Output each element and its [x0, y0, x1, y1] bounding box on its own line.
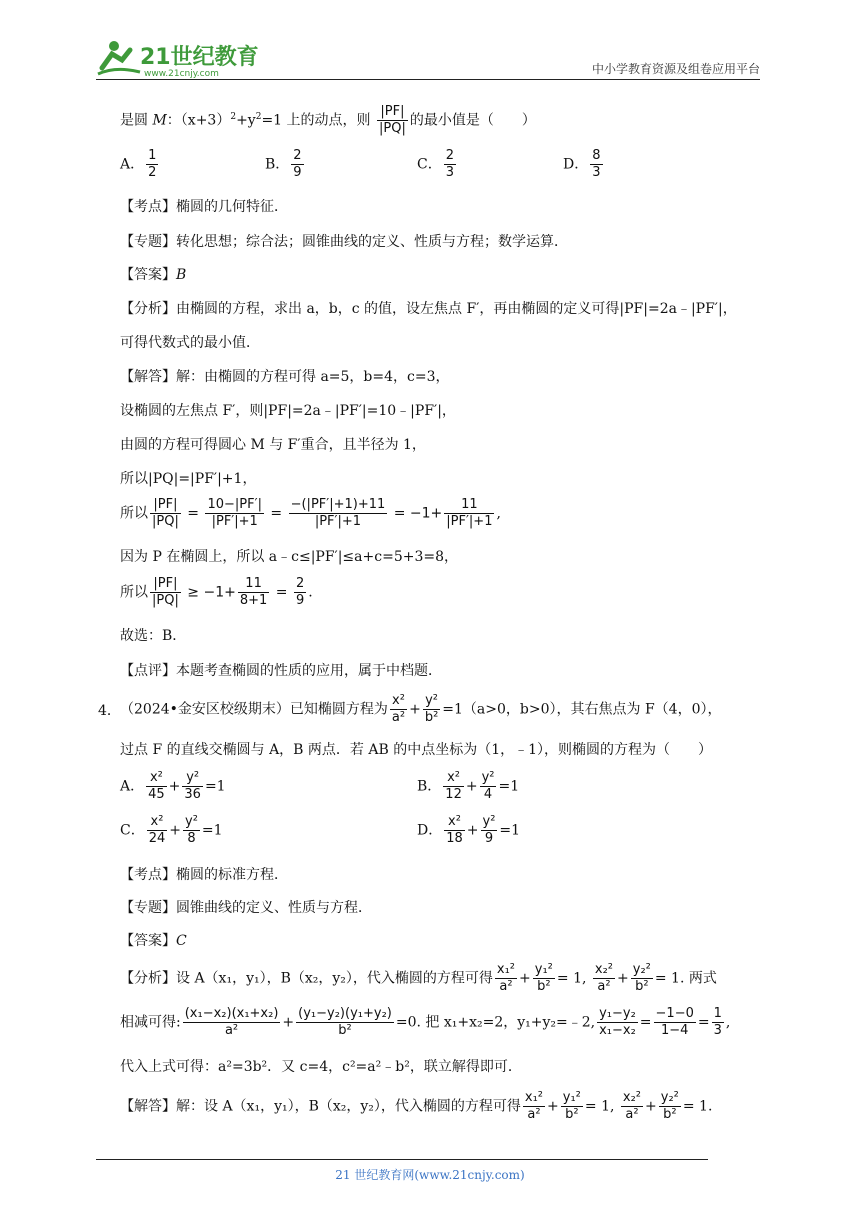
q3-comment: 【点评】本题考查椭圆的性质的应用，属于中档题．	[120, 663, 442, 679]
q3-solution-6: 因为 P 在椭圆上，所以 a﹣c≤|PF′|≤a+c=5+3=8，	[120, 549, 458, 565]
footer-link[interactable]: 21 世纪教育网(www.21cnjy.com)	[335, 1168, 525, 1182]
q3-zhuanti: 【专题】转化思想；综合法；圆锥曲线的定义、性质与方程；数学运算．	[120, 234, 568, 250]
q4-option-c: C． $\frac{\text{x²}}{24}$ + $\frac{\text{y²}}{8}$ =1	[120, 814, 223, 846]
logo-text: 21世纪教育	[140, 45, 259, 70]
q4-analysis-2: 相减可得: $\frac{\text{(x₁−x₂)(x₁+x₂)}}{\text{a²}}$ + $\frac{\text{(y₁−y₂)(y₁+y₂)}}{\text{b²}}$ =0. 把 x₁+x₂=2，y₁+y₂=﹣2, $\frac{\text{y₁−y₂}}{\text{x₁−x₂}}$ = $\frac{-1-0}{1-4}$ = $\frac{1}{3}$ ,	[120, 1006, 731, 1038]
q3-option-b: B． $\frac{2}{9}$	[265, 148, 302, 180]
q4-analysis-3: 代入上式可得：a²=3b²．又 c=4，c²=a²﹣b²，联立解得即可．	[120, 1059, 522, 1075]
q4-number: 4．	[98, 703, 121, 719]
q3-solution-2: 设椭圆的左焦点 F′，则|PF|=2a﹣|PF′|=10﹣|PF′|，	[120, 403, 456, 419]
q4-option-a: A． $\frac{\text{x²}}{45}$ + $\frac{\text{y²}}{36}$ =1	[120, 770, 226, 802]
q4-option-b: B． $\frac{\text{x²}}{12}$ + $\frac{\text{y²}}{4}$ =1	[417, 770, 520, 802]
q3-kaodian: 【考点】椭圆的几何特征．	[120, 199, 288, 215]
q4-zhuanti: 【专题】圆锥曲线的定义、性质与方程．	[120, 900, 372, 916]
q3-solution-4: 所以|PQ|=|PF′|+1，	[120, 471, 257, 487]
q3-solution-5: 所以 $\frac{|PF|}{|PQ|}$ = $\frac{10-|PF'|}{|PF'|+1}$ = $\frac{-(|PF'|+1)+11}{|PF'|+1}$ = −1+ $\frac{11}{|PF'|+1}$ ,	[120, 497, 501, 529]
q3-solution-7: 所以 $\frac{|PF|}{|PQ|}$ ≥ −1+ $\frac{11}{8+1}$ = $\frac{2}{9}$ .	[120, 576, 313, 608]
q3-solution-3: 由圆的方程可得圆心 M 与 F′重合，且半径为 1，	[120, 437, 426, 453]
footer-divider	[96, 1159, 708, 1160]
q4-analysis-1: 【分析】设 A（x₁，y₁），B（x₂，y₂），代入椭圆的方程可得 $\frac{\text{x₁²}}{\text{a²}}$ + $\frac{\text{y₁²}}{\text{b²}}$ = 1, $\frac{\text{x₂²}}{\text{a²}}$ + $\frac{\text{y₂²}}{\text{b²}}$ = 1. 两式	[120, 962, 717, 994]
site-logo	[96, 38, 266, 80]
header-divider	[96, 79, 760, 80]
q4-stem-2: 过点 F 的直线交椭圆与 A，B 两点．若 AB 的中点坐标为（1，﹣1），则椭圆的方程为（ ）	[120, 742, 713, 758]
logo-url: www.21cnjy.com	[144, 69, 219, 79]
q3-answer: 【答案】B	[120, 267, 187, 283]
q4-solution-1: 【解答】解：设 A（x₁，y₁），B（x₂，y₂），代入椭圆的方程可得 $\frac{\text{x₁²}}{\text{a²}}$ + $\frac{\text{y₁²}}{\text{b²}}$ = 1, $\frac{\text{x₂²}}{\text{a²}}$ + $\frac{\text{y₂²}}{\text{b²}}$ = 1.	[120, 1090, 713, 1122]
q3-stem-fraction: $\frac{|PF|}{|PQ|}$	[379, 104, 406, 136]
q3-analysis-2: 可得代数式的最小值．	[120, 335, 260, 351]
q4-stem-1: （2024•金安区校级期末）已知椭圆方程为 $\frac{\text{x²}}{\text{a²}}$ + $\frac{\text{y²}}{\text{b²}}$ =1（a>0，b>0），其右焦点为 F（4，0），	[120, 693, 722, 725]
q3-option-c: C． $\frac{2}{3}$	[417, 148, 454, 180]
q3-option-d: D． $\frac{8}{3}$	[563, 148, 601, 180]
q3-option-a: A． $\frac{1}{2}$	[120, 148, 157, 180]
q3-solution-1: 【解答】解：由椭圆的方程可得 a=5，b=4，c=3，	[120, 369, 450, 385]
logo-runner-icon	[96, 38, 266, 80]
q4-option-d: D． $\frac{\text{x²}}{18}$ + $\frac{\text{y²}}{9}$ =1	[417, 814, 521, 846]
q4-answer: 【答案】C	[120, 933, 187, 949]
q3-stem: 是圆 M：$(x+3)^2+y^2=1$ 上的动点，则 $\frac{|PF|}{|PQ|}$ 的最小值是（ ）	[120, 104, 536, 136]
q3-analysis-1: 【分析】由椭圆的方程，求出 a，b，c 的值，设左焦点 F′，再由椭圆的定义可得|PF|=2a﹣|PF′|，	[120, 301, 737, 317]
q3-choice: 故选：B．	[120, 628, 187, 644]
platform-name: 中小学教育资源及组卷应用平台	[591, 62, 760, 76]
q4-kaodian: 【考点】椭圆的标准方程．	[120, 867, 288, 883]
